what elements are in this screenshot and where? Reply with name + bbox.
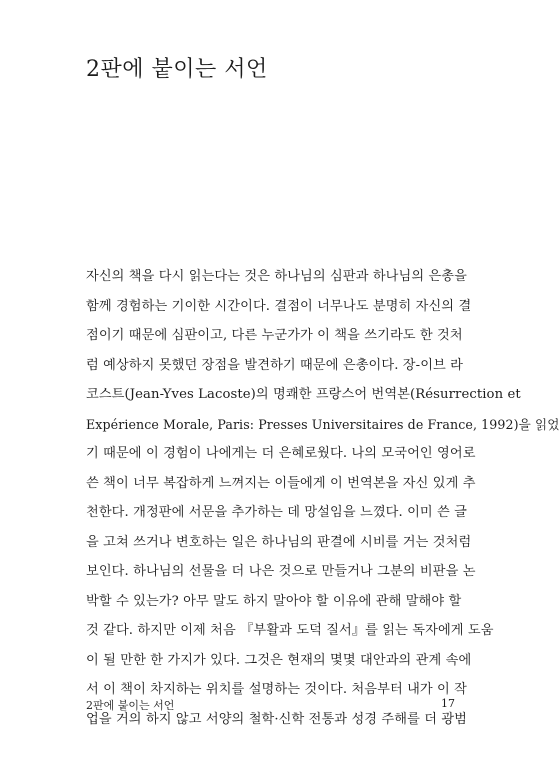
body-line: 것 같다. 하지만 이제 처음 『부활과 도덕 질서』를 읽는 독자에게 도움 <box>86 623 494 638</box>
body-line: 천한다. 개정판에 서문을 추가하는 데 망설임을 느꼈다. 이미 쓴 글 <box>86 505 468 520</box>
body-line: 업을 거의 하지 않고 서양의 철학·신학 전통과 성경 주해를 더 광범 <box>86 711 468 727</box>
body-line: 기 때문에 이 경험이 나에게는 더 은혜로웠다. 나의 모국어인 영어로 <box>86 446 476 461</box>
chapter-title: 2판에 붙이는 서언 <box>86 57 268 82</box>
body-line: 코스트(Jean-Yves Lacoste)의 명쾌한 프랑스어 번역본(Résurrection et <box>86 387 521 402</box>
body-line: 서 이 책이 차지하는 위치를 설명하는 것이다. 처음부터 내가 이 작 <box>86 682 468 697</box>
page-number: 17 <box>441 697 455 710</box>
body-line: 을 고쳐 쓰거나 변호하는 일은 하나님의 판결에 시비를 거는 것처럼 <box>86 534 472 550</box>
body-line: 박할 수 있는가? 아무 말도 하지 말아야 할 이유에 관해 말해야 할 <box>86 593 462 609</box>
body-line: 이 될 만한 한 가지가 있다. 그것은 현재의 몇몇 대안과의 관계 속에 <box>86 652 472 668</box>
body-line: 함께 경험하는 기이한 시간이다. 결점이 너무나도 분명히 자신의 결 <box>86 298 472 314</box>
body-line: Expérience Morale, Paris: Presses Universitaires de France, 1992)을 읽었 <box>86 416 560 432</box>
body-line: 자신의 책을 다시 읽는다는 것은 하나님의 심판과 하나님의 은총을 <box>86 269 467 284</box>
running-title: 2판에 붙이는 서언 <box>86 699 175 712</box>
body-line: 럼 예상하지 못했던 장점을 발견하기 때문에 은총이다. 장-이브 라 <box>86 357 463 373</box>
body-line: 점이기 때문에 심판이고, 다른 누군가가 이 책을 쓰기라도 한 것처 <box>86 328 463 343</box>
body-line: 보인다. 하나님의 선물을 더 나은 것으로 만들거나 그분의 비판을 논 <box>86 564 476 579</box>
body-text <box>86 262 560 734</box>
body-line: 쓴 책이 너무 복잡하게 느껴지는 이들에게 이 번역본을 자신 있게 추 <box>86 475 476 491</box>
